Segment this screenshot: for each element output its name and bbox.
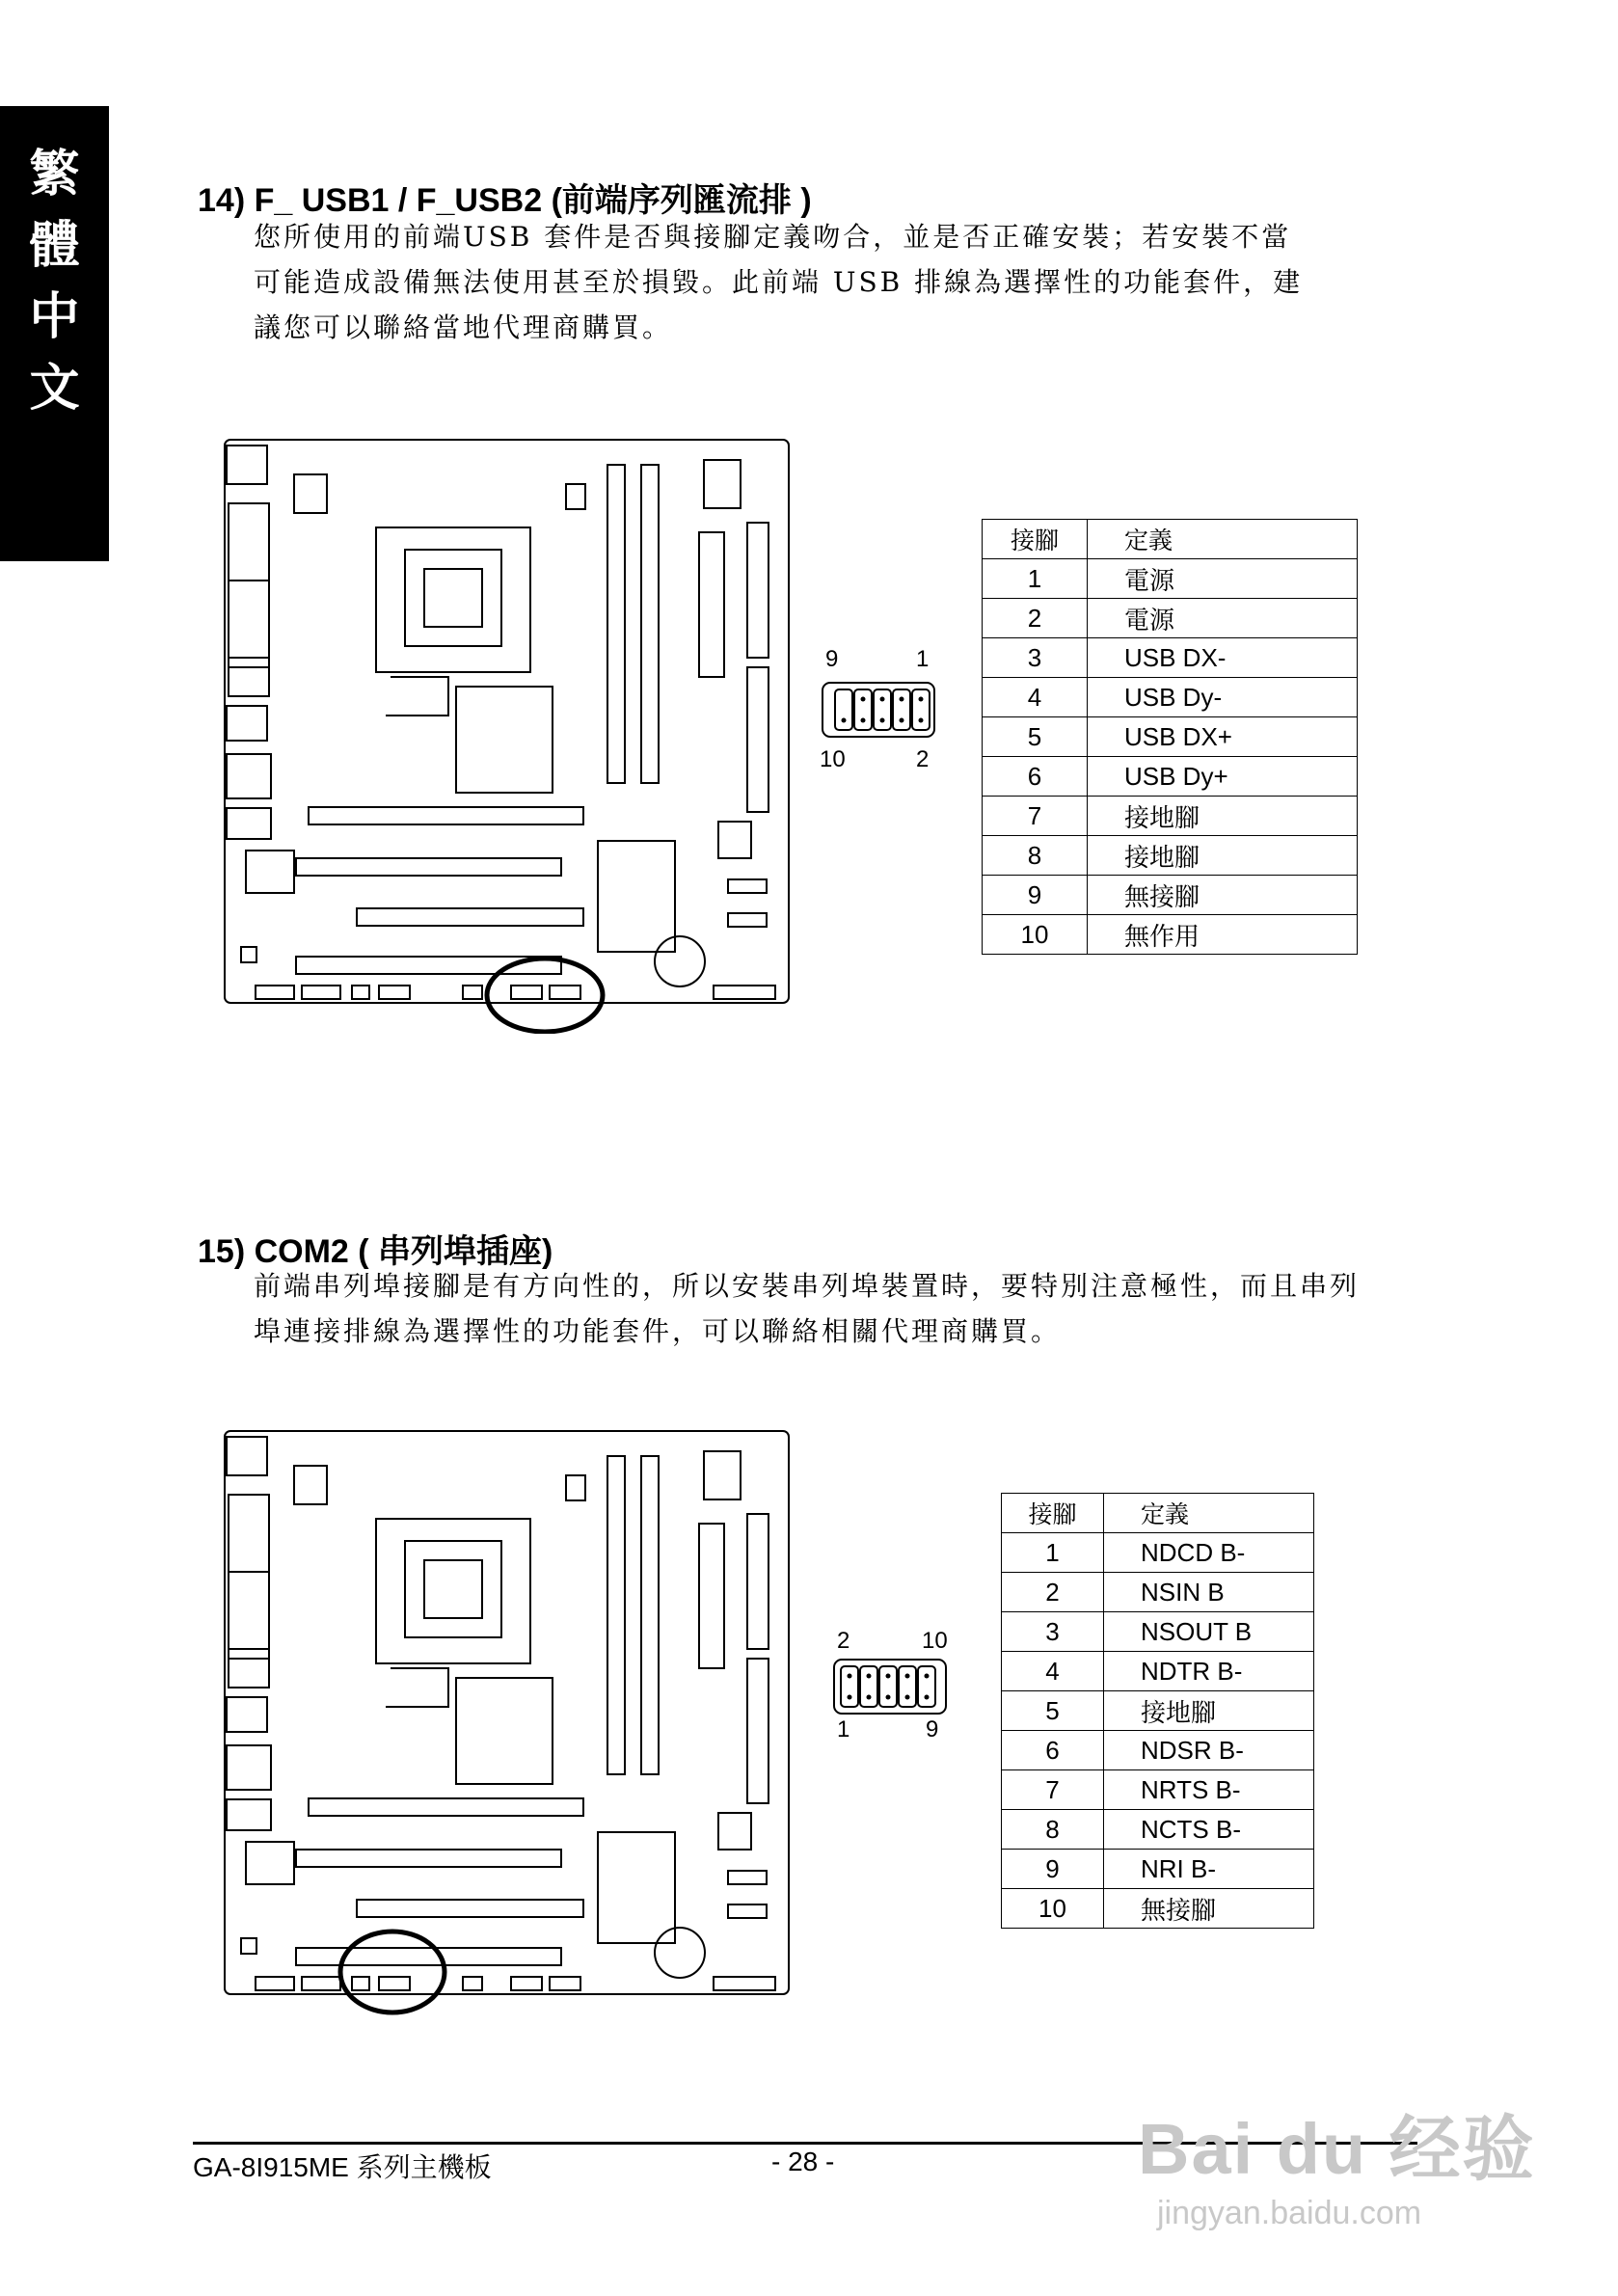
pin-number-cell: 9 bbox=[1002, 1850, 1104, 1889]
page-number: - 28 - bbox=[771, 2147, 835, 2176]
pin-number-cell: 5 bbox=[983, 717, 1088, 757]
pin-definition-cell: 無接腳 bbox=[1088, 876, 1358, 915]
pin-label-bottom-right: 9 bbox=[926, 1716, 939, 1742]
table-row bbox=[983, 915, 1358, 955]
pin-number-cell: 10 bbox=[1002, 1889, 1104, 1929]
pin-number-cell: 1 bbox=[1002, 1533, 1104, 1573]
pin-definition-cell: 接地腳 bbox=[1104, 1691, 1314, 1731]
pin-label-bottom-left: 10 bbox=[820, 746, 846, 772]
table-row bbox=[983, 678, 1358, 717]
section-15-paragraph bbox=[254, 1263, 1360, 1354]
pin-number-cell: 3 bbox=[983, 638, 1088, 678]
column-header-definition: 定義 bbox=[1104, 1494, 1314, 1533]
pin-definition-cell: 接地腳 bbox=[1088, 836, 1358, 876]
column-header-pin: 接腳 bbox=[1002, 1494, 1104, 1533]
language-side-tab bbox=[0, 106, 109, 561]
table-row bbox=[1002, 1533, 1314, 1573]
table-row bbox=[1002, 1731, 1314, 1770]
pin-definition-cell: USB DX+ bbox=[1088, 717, 1358, 757]
pin-definition-cell: NDCD B- bbox=[1104, 1533, 1314, 1573]
table-row bbox=[1002, 1889, 1314, 1929]
pin-number-cell: 4 bbox=[1002, 1652, 1104, 1691]
pin-definition-cell: USB Dy- bbox=[1088, 678, 1358, 717]
table-row bbox=[1002, 1612, 1314, 1652]
paragraph-line: 可能造成設備無法使用甚至於損毀。此前端 USB 排線為選擇性的功能套件，建 bbox=[254, 266, 1304, 298]
pin-definition-cell: NRI B- bbox=[1104, 1850, 1314, 1889]
paragraph-line: 前端串列埠接腳是有方向性的，所以安裝串列埠裝置時，要特別注意極性，而且串列 bbox=[254, 1270, 1361, 1302]
pin-number-cell: 5 bbox=[1002, 1691, 1104, 1731]
section-14-heading: 14) F_ USB1 / F_USB2 (前端序列匯流排 ) bbox=[198, 182, 812, 219]
pin-definition-cell: 電源 bbox=[1088, 559, 1358, 599]
pin-number-cell: 6 bbox=[983, 757, 1088, 797]
motherboard-diagram-usb bbox=[217, 436, 796, 1034]
pin-definition-cell: NSIN B bbox=[1104, 1573, 1314, 1612]
pin-label-top-left: 2 bbox=[837, 1628, 850, 1654]
table-row bbox=[1002, 1810, 1314, 1850]
table-row bbox=[983, 559, 1358, 599]
table-row bbox=[983, 757, 1358, 797]
pin-definition-cell: NCTS B- bbox=[1104, 1810, 1314, 1850]
pin-number-cell: 1 bbox=[983, 559, 1088, 599]
pin-definition-cell: NDTR B- bbox=[1104, 1652, 1314, 1691]
pin-number-cell: 8 bbox=[1002, 1810, 1104, 1850]
pin-number-cell: 2 bbox=[983, 599, 1088, 638]
usb-pin-table bbox=[982, 519, 1358, 955]
pin-number-cell: 7 bbox=[1002, 1770, 1104, 1810]
pin-definition-cell: NSOUT B bbox=[1104, 1612, 1314, 1652]
pin-number-cell: 9 bbox=[983, 876, 1088, 915]
section-15-heading: 15) COM2 ( 串列埠插座) bbox=[198, 1233, 553, 1270]
footer-model: GA-8I915ME 系列主機板 bbox=[193, 2152, 492, 2182]
side-tab-char: 文 bbox=[29, 359, 80, 418]
pin-definition-cell: NDSR B- bbox=[1104, 1731, 1314, 1770]
pin-definition-cell: 電源 bbox=[1088, 599, 1358, 638]
pin-definition-cell: USB Dy+ bbox=[1088, 757, 1358, 797]
table-row bbox=[1002, 1691, 1314, 1731]
pin-number-cell: 2 bbox=[1002, 1573, 1104, 1612]
watermark-brand: Bai du 经验 bbox=[1138, 2109, 1536, 2189]
table-row bbox=[1002, 1770, 1314, 1810]
pin-label-bottom-right: 2 bbox=[916, 746, 930, 772]
pin-number-cell: 3 bbox=[1002, 1612, 1104, 1652]
motherboard-diagram-com bbox=[217, 1427, 796, 2025]
paragraph-line: 議您可以聯絡當地代理商購買。 bbox=[254, 311, 673, 343]
com-header-pin-diagram bbox=[831, 1657, 949, 1716]
paragraph-line: 埠連接排線為選擇性的功能套件，可以聯絡相關代理商購買。 bbox=[254, 1315, 1062, 1347]
pin-number-cell: 6 bbox=[1002, 1731, 1104, 1770]
section-14-paragraph bbox=[254, 214, 1303, 350]
table-row bbox=[983, 638, 1358, 678]
pin-number-cell: 10 bbox=[983, 915, 1088, 955]
table-row bbox=[983, 836, 1358, 876]
pin-number-cell: 7 bbox=[983, 797, 1088, 836]
table-row bbox=[1002, 1573, 1314, 1612]
pin-label-top-right: 1 bbox=[916, 646, 930, 672]
paragraph-line: 您所使用的前端USB 套件是否與接腳定義吻合，並是否正確安裝；若安裝不當 bbox=[254, 221, 1292, 253]
baidu-watermark bbox=[1138, 2093, 1536, 2232]
table-row bbox=[983, 797, 1358, 836]
pin-definition-cell: NRTS B- bbox=[1104, 1770, 1314, 1810]
table-row bbox=[983, 876, 1358, 915]
pin-definition-cell: USB DX- bbox=[1088, 638, 1358, 678]
column-header-definition: 定義 bbox=[1088, 520, 1358, 559]
side-tab-char: 繁 bbox=[29, 145, 80, 203]
side-tab-char: 中 bbox=[29, 287, 80, 346]
table-header-row bbox=[1002, 1494, 1314, 1533]
pin-definition-cell: 無接腳 bbox=[1104, 1889, 1314, 1929]
usb-header-pin-diagram bbox=[820, 680, 937, 740]
table-row bbox=[1002, 1850, 1314, 1889]
table-header-row bbox=[983, 520, 1358, 559]
table-row bbox=[1002, 1652, 1314, 1691]
table-row bbox=[983, 717, 1358, 757]
watermark-url: jingyan.baidu.com bbox=[1157, 2195, 1422, 2231]
pin-number-cell: 4 bbox=[983, 678, 1088, 717]
table-row bbox=[983, 599, 1358, 638]
pin-label-top-left: 9 bbox=[825, 646, 839, 672]
pin-label-top-right: 10 bbox=[922, 1628, 948, 1654]
pin-definition-cell: 接地腳 bbox=[1088, 797, 1358, 836]
column-header-pin: 接腳 bbox=[983, 520, 1088, 559]
pin-label-bottom-left: 1 bbox=[837, 1716, 850, 1742]
side-tab-char: 體 bbox=[29, 216, 80, 275]
com-pin-table bbox=[1001, 1493, 1314, 1929]
pin-number-cell: 8 bbox=[983, 836, 1088, 876]
pin-definition-cell: 無作用 bbox=[1088, 915, 1358, 955]
